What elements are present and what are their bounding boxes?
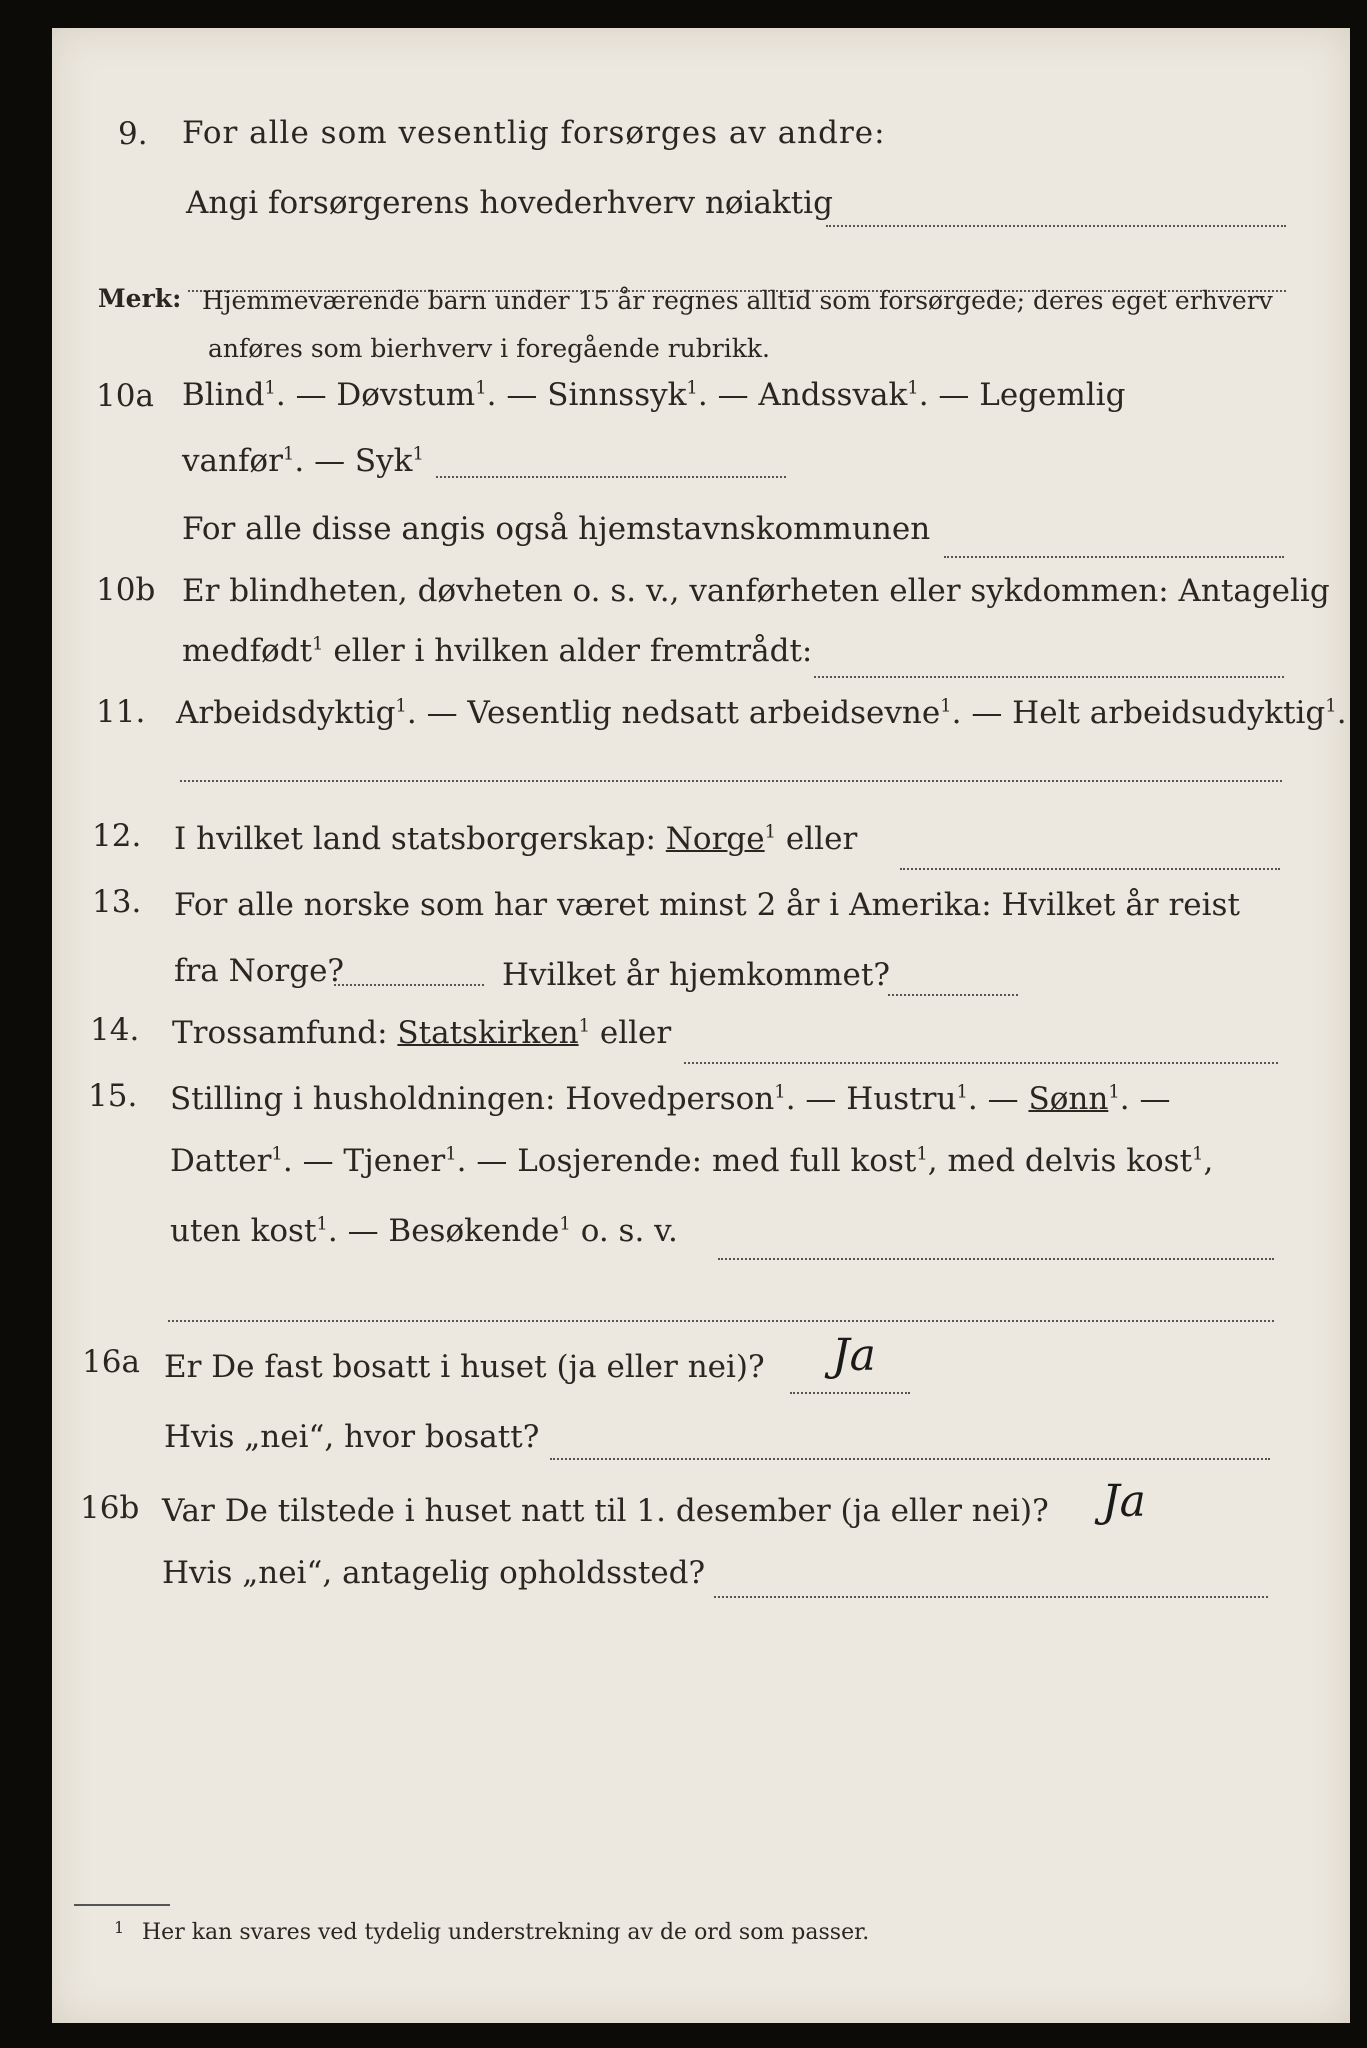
merk-line1: Hjemmeværende barn under 15 år regnes alltid som forsørgede; deres eget erhverv — [202, 286, 1273, 315]
merk-line2: anføres som bierhverv i foregående rubrikk. — [208, 334, 770, 363]
q13-hjemkommet-line — [888, 994, 1018, 996]
q10b-answer-line — [814, 676, 1284, 678]
q15-answer-line — [718, 1258, 1274, 1260]
q15-line3: uten kost$^1$. — Besøkende$^1$ o. s. v. — [170, 1213, 678, 1249]
q15-line2: Datter$^1$. — Tjener$^1$. — Losjerende: med full kost$^1$, med delvis kost$^1$, — [170, 1143, 1214, 1179]
q11-number: 11. — [96, 694, 146, 730]
q10a-line2: vanfør$^1$. — Syk$^1$ — [182, 443, 424, 479]
q15-line1: Stilling i husholdningen: Hovedperson$^1$. — Hustru$^1$. — Sønn$^1$. — — [170, 1081, 1171, 1117]
q15-answer-line-2 — [168, 1320, 1274, 1322]
q16a-handwritten-answer: Ja — [832, 1330, 876, 1381]
q9-number: 9. — [118, 116, 148, 152]
q16b-answer-line — [714, 1596, 1268, 1598]
q14-answer-line — [684, 1062, 1278, 1064]
q13-line2a: fra Norge? — [174, 953, 345, 989]
q12-line: I hvilket land statsborgerskap: Norge$^1$ eller — [174, 821, 858, 857]
q11-answer-line — [180, 780, 1282, 782]
q14-number: 14. — [90, 1012, 140, 1048]
q10b-number: 10b — [96, 572, 156, 608]
q11-line1: Arbeidsdyktig$^1$. — Vesentlig nedsatt arbeidsevne$^1$. — Helt arbeidsudyktig$^1$. — [176, 695, 1347, 731]
footnote-text: Her kan svares ved tydelig understrekning av de ord som passer. — [142, 1920, 870, 1945]
q15-number: 15. — [88, 1078, 138, 1114]
q10a-line1: Blind$^1$. — Døvstum$^1$. — Sinnssyk$^1$. — Andssvak$^1$. — Legemlig — [182, 377, 1126, 413]
q9-line1: For alle som vesentlig forsørges av andre: — [182, 115, 886, 151]
q10b-line1: Er blindheten, døvheten o. s. v., vanførheten eller sykdommen: Antagelig — [182, 573, 1330, 609]
q12-number: 12. — [92, 818, 142, 854]
q12-answer-line — [900, 868, 1280, 870]
q16b-line2: Hvis „nei“, antagelig opholdssted? — [162, 1555, 706, 1591]
footnote-mark: 1 — [114, 1918, 125, 1937]
q16a-number: 16a — [82, 1344, 140, 1380]
q9-answer-line — [826, 225, 1286, 227]
q16a-answer-line — [790, 1392, 910, 1394]
q13-number: 13. — [92, 884, 142, 920]
q13-line1: For alle norske som har været minst 2 år i Amerika: Hvilket år reist — [174, 887, 1240, 923]
q10a-kommune-line — [944, 556, 1284, 558]
q10a-line3: For alle disse angis også hjemstavnskommunen — [182, 511, 931, 547]
q9-line2: Angi forsørgerens hovederhverv nøiaktig — [186, 185, 833, 221]
q16a-line1: Er De fast bosatt i huset (ja eller nei)? — [164, 1349, 765, 1385]
form-page — [52, 28, 1350, 2023]
merk-label: Merk: — [98, 284, 182, 313]
q10a-number: 10a — [96, 378, 154, 414]
q10a-syk-line — [436, 476, 786, 478]
q16b-number: 16b — [80, 1490, 140, 1526]
q14-line: Trossamfund: Statskirken$^1$ eller — [172, 1015, 672, 1051]
q16a-bosatt-line — [550, 1458, 1270, 1460]
q16b-line1: Var De tilstede i huset natt til 1. desember (ja eller nei)? — [162, 1493, 1049, 1529]
q13-line2b: Hvilket år hjemkommet? — [502, 957, 890, 993]
q16a-line2: Hvis „nei“, hvor bosatt? — [164, 1419, 540, 1455]
q16b-handwritten-answer: Ja — [1102, 1476, 1146, 1527]
q13-reist-line — [334, 984, 484, 986]
footnote-rule — [74, 1904, 170, 1906]
q10b-line2: medfødt$^1$ eller i hvilken alder fremtrådt: — [182, 633, 813, 669]
